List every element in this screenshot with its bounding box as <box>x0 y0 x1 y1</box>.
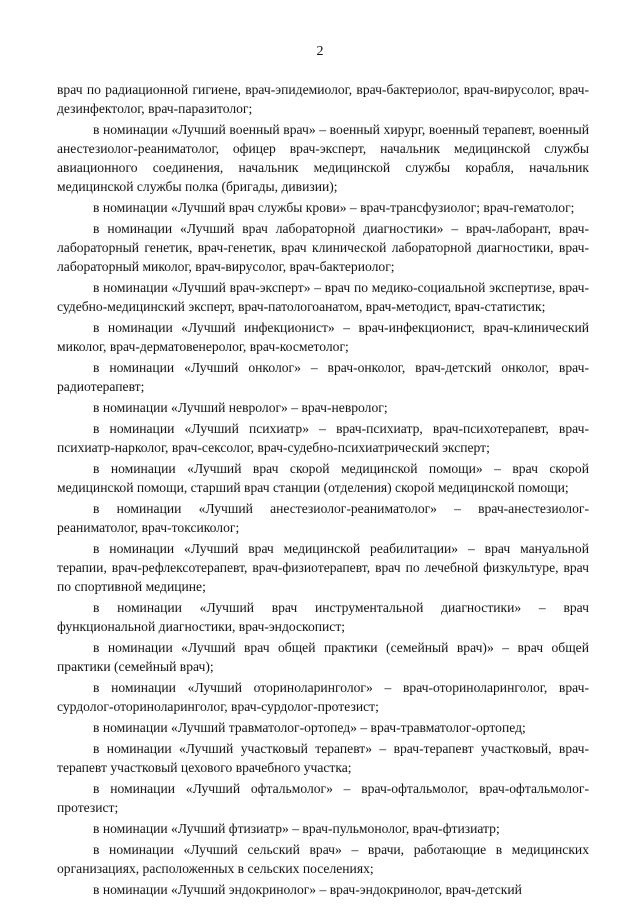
paragraph-rural-doctor: в номинации «Лучший сельский врач» – врачи, работающие в медицинских организациях, расположенных в сельских поселениях; <box>57 842 589 876</box>
page-number: 2 <box>316 44 324 59</box>
paragraph-blood-service: в номинации «Лучший врач службы крови» – врач-трансфузиолог; врач-гематолог; <box>93 200 575 215</box>
paragraph-anesthesiologist: в номинации «Лучший анестезиолог-реаниматолог» – врач-анестезиолог-реаниматолог, врач-токсиколог; <box>57 501 589 535</box>
paragraph-traumatologist: в номинации «Лучший травматолог-ортопед» – врач-травматолог-ортопед; <box>93 720 526 735</box>
paragraph-ophthalmologist: в номинации «Лучший офтальмолог» – врач-офтальмолог, врач-офтальмолог-протезист; <box>57 781 589 815</box>
paragraph-general-practice: в номинации «Лучший врач общей практики (семейный врач)» – врач общей практики (семейный врач); <box>57 640 589 674</box>
paragraph-infectionist: в номинации «Лучший инфекционист» – врач-инфекционист, врач-клинический миколог, врач-дерматовенеролог, врач-косметолог; <box>57 320 589 354</box>
paragraph-military-doctor: в номинации «Лучший военный врач» – военный хирург, военный терапевт, военный анестезиолог-реаниматолог, офицер врач-эксперт, начальник медицинской службы авиационного соединения, начальник медицинской службы корабля, начальник медицинской службы полка (бригады, дивизии); <box>57 122 589 194</box>
paragraph-district-therapist: в номинации «Лучший участковый терапевт» – врач-терапевт участковый, врач-терапевт участковый цехового врачебного участка; <box>57 741 589 775</box>
paragraph-expert: в номинации «Лучший врач-эксперт» – врач по медико-социальной экспертизе, врач-судебно-медицинский эксперт, врач-патологоанатом, врач-методист, врач-статистик; <box>57 280 589 314</box>
paragraph-otorhinolaryngologist: в номинации «Лучший оториноларинголог» – врач-оториноларинголог, врач-сурдолог-оториноларинголог, врач-сурдолог-протезист; <box>57 680 589 714</box>
paragraph-lab-diagnostics: в номинации «Лучший врач лабораторной диагностики» – врач-лаборант, врач-лабораторный генетик, врач-генетик, врач клинической лабораторной диагностики, врач-лабораторный миколог, врач-вирусолог, врач-бактериолог; <box>57 221 589 274</box>
paragraph-psychiatrist: в номинации «Лучший психиатр» – врач-психиатр, врач-психотерапевт, врач-психиатр-нарколог, врач-сексолог, врач-судебно-психиатрический эксперт; <box>57 421 589 455</box>
paragraph-endocrinologist: в номинации «Лучший эндокринолог» – врач-эндокринолог, врач-детский <box>93 882 522 897</box>
paragraph-continuation: врач по радиационной гигиене, врач-эпидемиолог, врач-бактериолог, врач-вирусолог, врач-дезинфектолог, врач-паразитолог; <box>57 82 589 116</box>
paragraph-phthisiatrician: в номинации «Лучший фтизиатр» – врач-пульмонолог, врач-фтизиатр; <box>93 821 500 836</box>
paragraph-emergency: в номинации «Лучший врач скорой медицинской помощи» – врач скорой медицинской помощи, старший врач станции (отделения) скорой медицинской помощи; <box>57 461 589 495</box>
paragraph-oncologist: в номинации «Лучший онколог» – врач-онколог, врач-детский онколог, врач-радиотерапевт; <box>57 360 589 394</box>
paragraph-rehabilitation: в номинации «Лучший врач медицинской реабилитации» – врач мануальной терапии, врач-рефлексотерапевт, врач-физиотерапевт, врач по лечебной физкультуре, врач по спортивной медицине; <box>57 541 589 594</box>
paragraph-instrumental-diagnostics: в номинации «Лучший врач инструментальной диагностики» – врач функциональной диагностики, врач-эндоскопист; <box>57 600 589 634</box>
paragraph-neurologist: в номинации «Лучший невролог» – врач-невролог; <box>93 400 388 415</box>
document-body <box>57 80 589 901</box>
